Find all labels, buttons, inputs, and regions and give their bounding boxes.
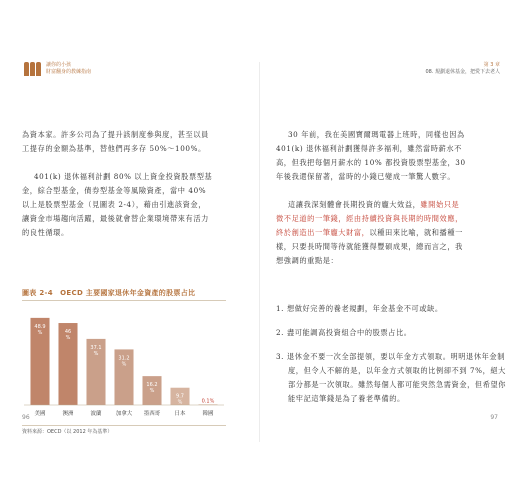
page-number: 96 [22, 414, 30, 421]
left-page [8, 62, 258, 442]
text-line: 401(k) 退休福利計劃 80% 以上資金投資股票型基 [34, 172, 213, 181]
left-paragraph-1 [22, 128, 244, 156]
text-run: 以種田來比喻，就和播種一 [369, 228, 463, 237]
text-line [276, 198, 506, 212]
text-line: 樣，只要長時間等待就能獲得豐碩成果，總而言之，我 [276, 242, 463, 251]
chapter-number: 第 3 章 [483, 62, 500, 68]
list-item: 3. 退休金不要一次全部提領，要以年金方式領取。明明退休年金制度，但令人不解的是，以年金方式領取的比例卻不到 7%，絕大部分都是一次領取。雖然每個人都可能突然急需資金，但希望你能牢記這筆錢是為了養老準備的。 [276, 352, 507, 403]
logo-line-2: 財富翻身的教練指南 [46, 69, 92, 75]
category-label: 加拿大 [115, 411, 133, 417]
text-line: 30 年前，我在美國寶爾瑪電器上班時，同樣也因為 [288, 130, 465, 139]
bar-value-label: 37.1 % [90, 344, 102, 357]
bar-value-label: 16.2 % [146, 382, 158, 395]
text-line [276, 212, 506, 226]
text-line: 工提存的金額為基準，替他們再多存 50%～100%。 [22, 144, 206, 153]
bar-chart [22, 300, 226, 426]
chart-title: 圖表 2-4 OECD 主要國家退休年金資產的股票占比 [22, 289, 196, 297]
left-paragraph-2 [22, 170, 244, 240]
logo-line-1: 讓你的小孩 [46, 62, 72, 68]
list-item: 1. 想做好完善的養老規劃，年金基金不可或缺。 [276, 304, 443, 313]
category-label: 日本 [174, 411, 186, 417]
category-label: 墨西哥 [143, 411, 161, 417]
text-line: 讓資金市場趨向活躍，最後就會替企業環境帶來有活力 [22, 214, 209, 223]
bar-chart-svg [22, 301, 226, 425]
text-line: 以上是股票型基金（見圖表 2-4），藉由引進該資金， [22, 200, 206, 209]
category-label: 波蘭 [90, 411, 102, 417]
highlight-run: 雖開始只是 [420, 200, 460, 209]
right-paragraph-2 [276, 198, 506, 268]
text-line: 401(k) 退休福利計劃獲得許多福利，雖然當時薪水不 [276, 144, 462, 153]
bar-value-label: 0.1% [201, 398, 215, 405]
chapter-title: 08. 規劃退休基金，把愛下去老人 [425, 69, 500, 75]
highlight-run: 微不足道的一筆錢，經由持續投資與長期的時間效應， [276, 214, 463, 223]
book-gutter [259, 62, 260, 442]
right-paragraph-1 [276, 128, 506, 184]
category-label: 澳洲 [62, 411, 74, 417]
highlight-run: 終於創造出一筆龐大財富， [276, 228, 370, 237]
bar-value-label: 31.2 % [118, 355, 130, 368]
bar-value-label: 46 % [64, 329, 72, 342]
right-page [262, 62, 512, 442]
book-logo [24, 62, 91, 76]
chart-source: 資料來源：OECD（以 2012 年為基準） [22, 429, 113, 435]
text-line: 高，但我把每個月薪水的 10% 都投資股票型基金，30 [276, 158, 466, 167]
category-label: 韓國 [202, 411, 214, 417]
text-line: 金，綜合型基金，債券型基金等風險資產，當中 40% [22, 186, 207, 195]
bar-value-label: 48.9 % [34, 323, 46, 336]
page-number: 97 [490, 414, 498, 421]
bar-value-label: 9.7 % [176, 393, 184, 406]
chapter-header [425, 62, 500, 76]
text-line: 的良性循環。 [22, 228, 69, 237]
text-line [276, 226, 506, 240]
list-item: 2. 盡可能調高投資組合中的股票占比。 [276, 328, 412, 337]
book-icon [24, 62, 42, 76]
text-run: 這讓我深刻體會長期投資的龐大效益， [288, 200, 421, 209]
category-label: 美國 [34, 411, 46, 417]
text-line: 想強調的重點是： [276, 256, 339, 265]
text-line: 年後我還保留著，當時的小錢已變成一筆驚人數字。 [276, 172, 456, 181]
text-line: 為資本家。許多公司為了提升該制度參與度，甚至以員 [22, 130, 209, 139]
